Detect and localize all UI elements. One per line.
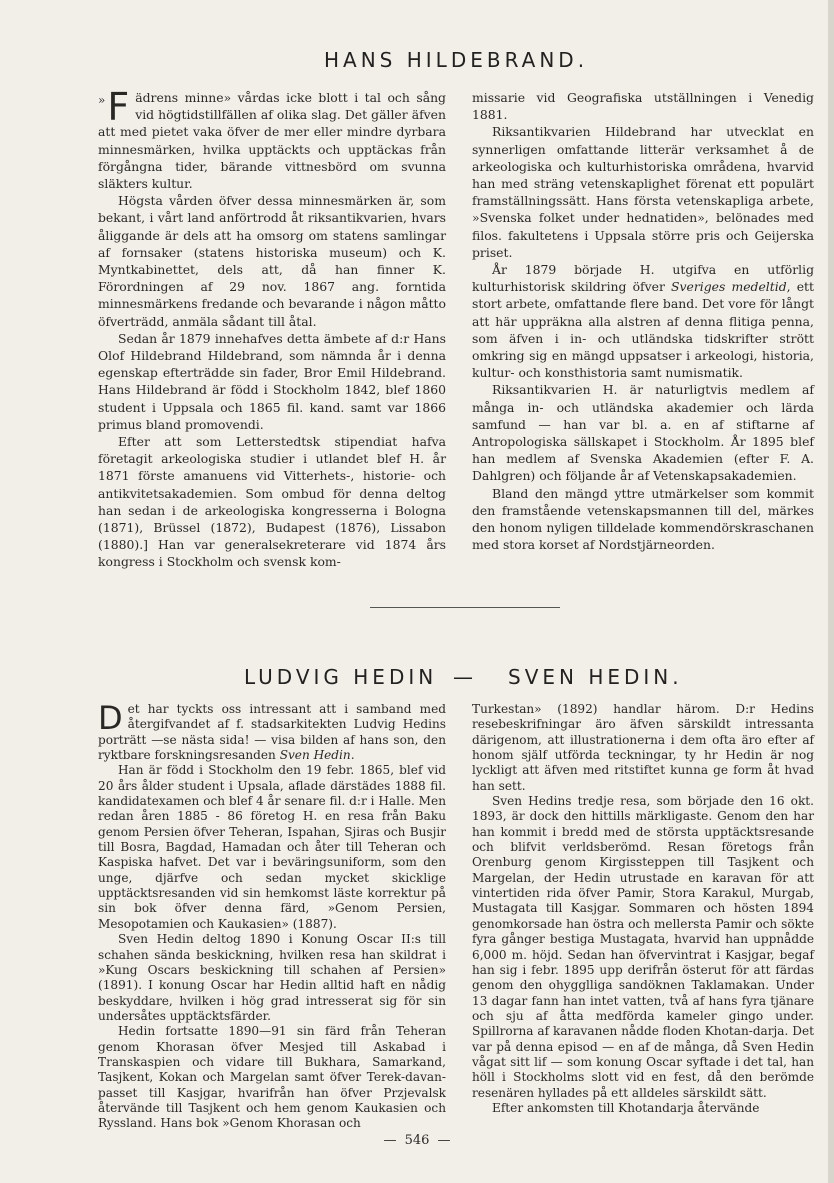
article2-paragraph: Hedin fortsatte 1890—91 sin färd från Teheran genom Khorasan öfver Mesjed till Askabad i Transkaspien och vidare till Bukhara, Samarkand, Tasjkent, Kokan och Margelan samt öfver Terek-davan-passet till Kasjgar, hvarifrån han öfver Przjevalsk återvände till Tasjkent och hem genom Kaukasien och Ryssland. Hans bok »Genom Khorasan och bbox=[98, 1024, 446, 1131]
article2-paragraph: Turkestan» (1892) handlar härom. D:r Hedins resebeskrifningar äro äfven särskildt intressanta därigenom, att illustrationerna i dem ofta äro efter af honom själf utförda teckningar, ty hr Hedin är nog lyckligt att äfven med ritstiftet kunna ge form åt hvad han sett. bbox=[472, 702, 814, 793]
article2-paragraph: Sven Hedin deltog 1890 i Konung Oscar II:s till schahen sända beskickning, hvilken resa han skildrat i »Kung Oscars beskickning till schahen af Persien» (1891). I konung Oscar har Hedin alltid haft en nådig beskyddare, hvilken i hög grad intresserat sig för sin undersåtes upptäcktsfärder. bbox=[98, 932, 446, 1023]
article2-title-right: SVEN HEDIN. bbox=[508, 665, 683, 689]
opening-quote: » bbox=[98, 93, 106, 107]
article2-paragraph bbox=[98, 699, 446, 763]
article1-column-1 bbox=[98, 85, 446, 571]
article2-paragraph: Efter ankomsten till Khotandarja återvände bbox=[492, 1100, 760, 1115]
person-name: Sven Hedin. bbox=[279, 748, 355, 763]
article1-paragraph: missarie vid Geografiska utställningen i Venedig 1881. bbox=[472, 90, 814, 123]
book-title: Sveriges medeltid bbox=[671, 279, 787, 295]
article1-paragraph bbox=[98, 85, 446, 192]
article2-title-dash: — bbox=[453, 665, 473, 689]
article1-column-2 bbox=[472, 89, 814, 553]
section-divider bbox=[370, 607, 560, 608]
article1-paragraph: Bland den mängd yttre utmärkelser som kommit den framstående vetenskapsmannen till del, märkes den honom nyligen tilldelade kommendörskraschanen med stora korset af Nordstjärneorden. bbox=[472, 485, 814, 553]
drop-cap: D bbox=[98, 699, 123, 737]
paragraph-text: År 1879 började H. utgifva en utförlig kulturhistorisk skildring öfver bbox=[472, 262, 814, 295]
article2-title-left: LUDVIG HEDIN bbox=[244, 665, 438, 689]
paragraph-text: , ett stort arbete, omfattande flere band. Det vore för långt att här uppräkna alla alstren af denna flitiga penna, som äfven i in- och utländska tidskrifter strött omkring sig en mängd uppsatser i arkeologi, historia, kultur- och konsthistoria samt numismatik. bbox=[472, 279, 815, 381]
page-edge bbox=[828, 0, 834, 1183]
folio-dash: — bbox=[437, 1133, 451, 1148]
paragraph-text: et har tyckts oss intressant att i samband med återgifvandet af f. stadsarkitekten Ludvig Hedins porträtt —se nästa sida! — visa bilden af hans son, den ryktbare forskningsresanden bbox=[98, 702, 446, 763]
drop-cap: F bbox=[107, 85, 130, 129]
article1-paragraph bbox=[472, 261, 814, 381]
article2-column-1 bbox=[98, 699, 446, 1132]
article1-paragraph: Högsta vården öfver dessa minnesmärken är, som bekant, i vårt land anförtrodd åt riksantikvarien, hvars åliggande är dels att ha omsorg om statens samlingar af fornsaker (statens historiska museum) och K. Myntkabinettet, dels att, då han finner K. Förordningen af 29 nov. 1867 ang. forntida minnesmärkens fredande och bevarande i någon måtto öfverträdd, anmäla sådant till åtal. bbox=[98, 193, 446, 329]
article2-column-2 bbox=[472, 702, 814, 1116]
article2-paragraph: Han är född i Stockholm den 19 febr. 1865, blef vid 20 års ålder student i Upsala, aflade därstädes 1888 fil. kandidatexamen och blef 4 år senare fil. d:r i Halle. Men redan åren 1885 - 86 företog H. en resa från Baku genom Persien öfver Teheran, Ispahan, Sjiras och Busjir till Bosra, Bagdad, Hamadan och åter till Teheran och Kaspiska hafvet. Det var i beväringsuniform, som den unge, djärfve och sedan mycket skicklige upptäcktsresanden vid sin hemkomst läste korrektur på sin bok öfver denna färd, »Genom Persien, Mesopotamien och Kaukasien» (1887). bbox=[98, 763, 446, 931]
paragraph-text: ädrens minne» vårdas icke blott i tal och sång vid högtidstillfällen af olika slag. Det gäller äfven att med pietet vaka öfver de mer eller mindre dyrbara minnesmärken, hvilka upptäckts och upptäckas från förgångna tider, bärande vittnesbörd om svunna släkters kultur. bbox=[98, 90, 446, 192]
article1-title: HANS HILDEBRAND. bbox=[324, 48, 589, 72]
article2-paragraph: Sven Hedins tredje resa, som började den 16 okt. 1893, är dock den hittills märkligaste. Genom den har han kommit i bredd med de största upptäcktsresande och blifvit verldsberömd. Resan företogs från Orenburg genom Kirgissteppen till Tasjkent och Margelan, der Hedin utrustade en karavan för att vintertiden rida öfver Pamir, Stora Karakul, Murgab, Mustagata till Kasjgar. Sommaren och hösten 1894 genomkorsade han östra och mellersta Pamir och sökte fyra gånger bestiga Mustagata, hvarvid han uppnådde 6,000 m. höjd. Sedan han öfvervintrat i Kasjgar, begaf han sig i febr. 1895 upp derifrån österut för att färdas genom den ohygglliga sandöknen Taklamakan. Under 13 dagar fann han intet vatten, två af hans fyra tjänare och sju af åtta medförda kameler gingo under. Spillrorna af karavanen nådde floden Khotan-darja. Det var på denna episod — en af de många, då Sven Hedin vågat sitt lif — som konung Oscar syftade i det tal, han höll i Stockholms slott vid en fest, då den berömde resenären hyllades på ett alldeles särskildt sätt. bbox=[472, 794, 814, 1100]
page-number bbox=[0, 1133, 834, 1148]
article1-paragraph: Sedan år 1879 innehafves detta ämbete af d:r Hans Olof Hildebrand Hildebrand, som nämnda år i denna egenskap efterträdde sin fader, Bror Emil Hildebrand. Hans Hildebrand är född i Stockholm 1842, blef 1860 student i Uppsala och 1865 fil. kand. samt var 1866 primus bland promovendi. bbox=[98, 330, 446, 432]
folio-number: 546 bbox=[404, 1133, 430, 1148]
article1-paragraph: Efter att som Letterstedtsk stipendiat hafva företagit arkeologiska studier i utlandet blef H. år 1871 förste amanuens vid Vitterhets-, historie- och antikvitetsakademien. Som ombud för denna deltog han sedan i de arkeologiska kongresserna i Bologna (1871), Brüssel (1872), Budapest (1876), Lissabon (1880).] Han var generalsekreterare vid 1874 års kongress i Stockholm och svensk kom- bbox=[98, 434, 446, 570]
article1-paragraph: Riksantikvarien Hildebrand har utvecklat en synnerligen omfattande litterär verksamhet å de arkeologiska och kulturhistoriska områdena, hvarvid han med sträng vetenskaplighet förenat ett populärt framställningssätt. Hans första vetenskapliga arbete, »Svenska folket under hednatiden», belönades med filos. fakultetens i Uppsala större pris och Geijerska priset. bbox=[472, 124, 814, 260]
article1-paragraph: Riksantikvarien H. är naturligtvis medlem af många in- och utländska akademier och lärda samfund — han var bl. a. en af stiftarne af Antropologiska sällskapet i Stockholm. År 1895 blef han medlem af Svenska Akademien (efter F. A. Dahlgren) och följande år af Vetenskapsakademien. bbox=[472, 382, 814, 484]
folio-dash: — bbox=[383, 1133, 397, 1148]
